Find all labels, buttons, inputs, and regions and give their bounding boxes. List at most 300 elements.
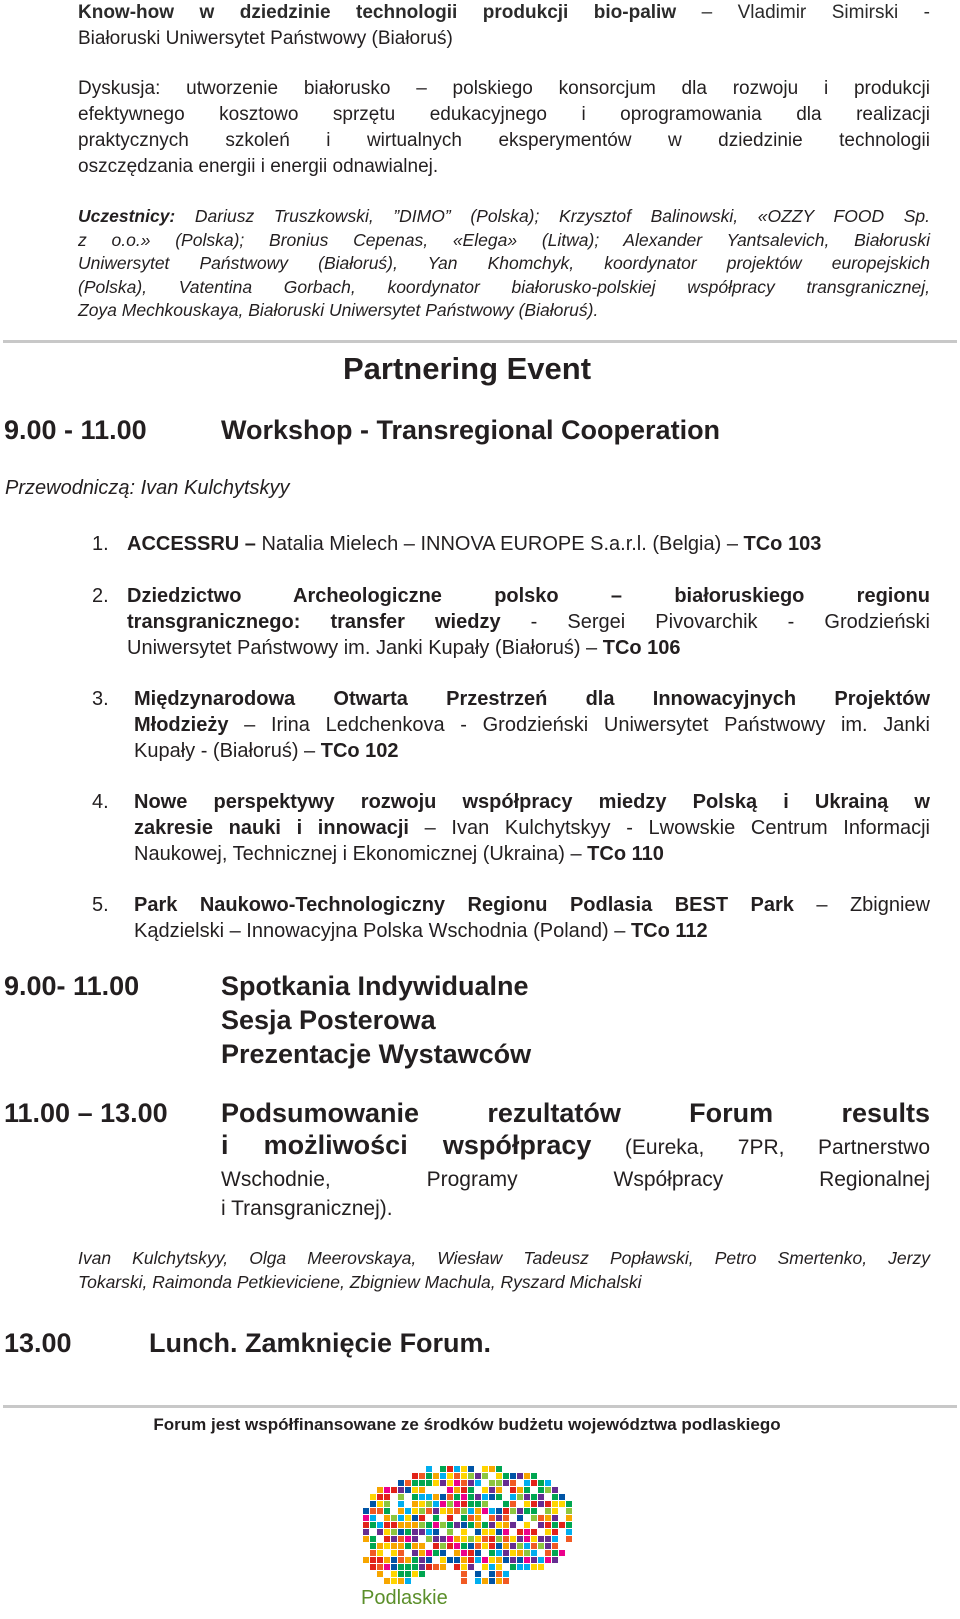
logo-tile — [370, 1536, 376, 1542]
logo-tile — [461, 1473, 467, 1479]
logo-tile — [412, 1557, 418, 1563]
logo-tile — [538, 1536, 544, 1542]
chair-line: Przewodniczą: Ivan Kulchytskyy — [5, 477, 290, 499]
logo-tile — [440, 1480, 446, 1486]
logo-tile — [517, 1557, 523, 1563]
logo-tile — [447, 1501, 453, 1507]
logo-tile — [510, 1522, 516, 1528]
logo-tile — [419, 1529, 425, 1535]
logo-tile — [419, 1550, 425, 1556]
logo-tile — [531, 1550, 537, 1556]
logo-tile — [419, 1508, 425, 1514]
logo-tile — [538, 1480, 544, 1486]
logo-tile — [517, 1529, 523, 1535]
summary-rest: (Eureka, 7PR, Partnerstwo — [591, 1136, 930, 1159]
logo-tile — [475, 1480, 481, 1486]
logo-tile — [503, 1550, 509, 1556]
item-bold-text: zakresie nauki i innowacji — [134, 817, 409, 839]
logo-tile — [496, 1522, 502, 1528]
item-number: 3. — [92, 688, 109, 710]
item-bold-text: Park Naukowo-Technologiczny Regionu Podlasia BEST Park — [134, 894, 794, 916]
logo-tile — [531, 1494, 537, 1500]
logo-tile — [496, 1473, 502, 1479]
logo-tile — [531, 1473, 537, 1479]
logo-tile — [384, 1557, 390, 1563]
logo-tile — [405, 1536, 411, 1542]
logo-tile — [398, 1578, 404, 1584]
logo-tile — [475, 1536, 481, 1542]
summary-line: Wschodnie, Programy Współpracy Regionalnej — [221, 1168, 930, 1191]
workshop-item — [127, 583, 930, 661]
item-text: – Zbigniew — [793, 894, 930, 916]
discussion-line: oszczędzania energii i energii odnawialnej. — [78, 156, 439, 177]
logo-tile — [405, 1529, 411, 1535]
logo-tile — [545, 1557, 551, 1563]
logo-tile — [503, 1501, 509, 1507]
item-line — [134, 738, 930, 764]
logo-tile — [454, 1480, 460, 1486]
logo-tile — [545, 1529, 551, 1535]
logo-tile — [552, 1522, 558, 1528]
workshop-item — [127, 531, 930, 557]
logo-tile — [454, 1543, 460, 1549]
logo-tile — [517, 1515, 523, 1521]
logo-tile — [517, 1494, 523, 1500]
logo-tile — [377, 1564, 383, 1570]
logo-tile — [419, 1494, 425, 1500]
discussion-line: praktycznych szkoleń i wirtualnych eksperymentów w dziedzinie technologii — [78, 130, 930, 151]
logo-tile — [503, 1571, 509, 1577]
logo-tile — [489, 1480, 495, 1486]
logo-tile — [384, 1529, 390, 1535]
logo-tile — [461, 1529, 467, 1535]
logo-tile — [552, 1515, 558, 1521]
logo-tile — [496, 1578, 502, 1584]
logo-tile — [377, 1508, 383, 1514]
logo-tile — [412, 1550, 418, 1556]
knowhow-line-2: Białoruski Uniwersytet Państwowy (Białoruś) — [78, 28, 453, 49]
logo-tile — [391, 1557, 397, 1563]
logo-tile — [524, 1550, 530, 1556]
logo-tile — [412, 1515, 418, 1521]
logo-tile — [496, 1564, 502, 1570]
logo-tile — [440, 1564, 446, 1570]
logo-tile — [440, 1508, 446, 1514]
logo-tile — [475, 1522, 481, 1528]
participants-line: (Polska), Vatentina Gorbach, koordynator białorusko-polskiej współpracy transgranicznej, — [78, 276, 930, 297]
logo-tile — [398, 1494, 404, 1500]
logo-tile — [405, 1564, 411, 1570]
logo-tile — [559, 1522, 565, 1528]
logo-tile — [468, 1564, 474, 1570]
logo-tile — [419, 1480, 425, 1486]
item-bold-text: Nowe perspektywy rozwoju współpracy miedzy Polską i Ukrainą w — [134, 791, 930, 813]
logo-tile — [433, 1515, 439, 1521]
logo-tile — [398, 1571, 404, 1577]
logo-tile — [398, 1529, 404, 1535]
logo-tile — [461, 1487, 467, 1493]
logo-tile — [496, 1536, 502, 1542]
logo-tile — [412, 1522, 418, 1528]
logo-tile — [447, 1473, 453, 1479]
logo-tile — [461, 1515, 467, 1521]
logo-tile — [405, 1480, 411, 1486]
logo-tile — [461, 1564, 467, 1570]
logo-tile — [426, 1564, 432, 1570]
logo-tile — [503, 1543, 509, 1549]
logo-tile — [489, 1564, 495, 1570]
logo-tile — [496, 1515, 502, 1521]
item-bold-text: TCo 112 — [630, 920, 708, 942]
logo-tile — [559, 1550, 565, 1556]
logo-tile — [524, 1494, 530, 1500]
logo-tile — [412, 1501, 418, 1507]
logo-tile — [433, 1508, 439, 1514]
logo-tile — [440, 1501, 446, 1507]
logo-tile — [454, 1473, 460, 1479]
logo-tile — [363, 1529, 369, 1535]
logo-tile — [405, 1487, 411, 1493]
item-text: Kupały - (Białoruś) – — [134, 740, 321, 762]
logo-tile — [433, 1543, 439, 1549]
logo-tile — [377, 1487, 383, 1493]
participants-line: Uczestnicy: Dariusz Truszkowski, ”DIMO” (Polska); Krzysztof Balinowski, «OZZY FOOD Sp. — [78, 206, 930, 226]
logo-tile — [405, 1508, 411, 1514]
logo-tile — [475, 1501, 481, 1507]
logo-tile — [489, 1550, 495, 1556]
logo-tile — [412, 1536, 418, 1542]
logo-tile — [447, 1515, 453, 1521]
logo-tile — [489, 1487, 495, 1493]
logo-tile — [377, 1543, 383, 1549]
logo-tile — [482, 1557, 488, 1563]
logo-tile — [531, 1536, 537, 1542]
logo-tile — [377, 1501, 383, 1507]
logo-tile — [391, 1578, 397, 1584]
logo-tile — [426, 1480, 432, 1486]
logo-tile — [510, 1480, 516, 1486]
logo-tile — [454, 1501, 460, 1507]
session-time: 9.00- 11.00 — [4, 971, 140, 1001]
logo-tile — [412, 1473, 418, 1479]
logo-tile — [363, 1522, 369, 1528]
logo-tile — [398, 1508, 404, 1514]
workshop-title: Workshop - Transregional Cooperation — [221, 415, 721, 445]
logo-tile — [545, 1522, 551, 1528]
logo-tile — [468, 1487, 474, 1493]
logo-tile — [419, 1487, 425, 1493]
logo-tile — [398, 1564, 404, 1570]
logo-tile — [559, 1494, 565, 1500]
logo-tile — [426, 1557, 432, 1563]
logo-tile — [524, 1564, 530, 1570]
logo-tile — [489, 1522, 495, 1528]
logo-tile — [531, 1501, 537, 1507]
logo-tile — [377, 1522, 383, 1528]
discussion-paragraph — [78, 76, 930, 180]
logo-tile — [426, 1501, 432, 1507]
logo-tile — [384, 1501, 390, 1507]
logo-tile — [503, 1508, 509, 1514]
session-title-line: Sesja Posterowa — [221, 1005, 436, 1035]
logo-tile — [391, 1522, 397, 1528]
logo-tile — [412, 1529, 418, 1535]
logo-tile — [496, 1508, 502, 1514]
item-text: Kądzielski – Innowacyjna Polska Wschodnia (Poland) – — [134, 920, 631, 942]
knowhow-speaker-a: Vladimir Simirski - — [737, 2, 931, 23]
logo-tile — [398, 1543, 404, 1549]
logo-tile — [398, 1522, 404, 1528]
logo-tile — [461, 1578, 467, 1584]
logo-tile — [510, 1473, 516, 1479]
logo-tile — [538, 1564, 544, 1570]
logo-tile — [461, 1508, 467, 1514]
logo-tile — [538, 1487, 544, 1493]
logo-tile — [384, 1508, 390, 1514]
logo-tile — [552, 1543, 558, 1549]
item-line — [134, 918, 930, 944]
participants-paragraph — [78, 205, 930, 323]
logo-tile — [433, 1480, 439, 1486]
logo-tile — [552, 1494, 558, 1500]
podlaskie-logo — [355, 1448, 585, 1614]
item-line — [134, 841, 930, 867]
funding-note: Forum jest współfinansowane ze środków budżetu województwa podlaskiego — [153, 1415, 781, 1434]
logo-tile — [531, 1543, 537, 1549]
logo-tile — [426, 1466, 432, 1472]
partnering-title: Partnering Event — [342, 351, 592, 386]
logo-tile — [370, 1557, 376, 1563]
logo-tile — [468, 1480, 474, 1486]
logo-tile — [447, 1522, 453, 1528]
session-title-line: Prezentacje Wystawców — [221, 1039, 532, 1069]
logo-tile — [468, 1501, 474, 1507]
item-line — [134, 712, 930, 738]
logo-tile — [370, 1515, 376, 1521]
logo-tile — [566, 1501, 572, 1507]
logo-tile — [538, 1557, 544, 1563]
logo-tile — [531, 1529, 537, 1535]
knowhow-title: Know-how w dziedzinie technologii produkcji bio-paliw — [78, 2, 677, 23]
logo-tile — [426, 1522, 432, 1528]
item-line — [134, 789, 930, 815]
logo-tile — [370, 1564, 376, 1570]
logo-tile — [482, 1487, 488, 1493]
logo-tile — [531, 1480, 537, 1486]
logo-tile — [384, 1564, 390, 1570]
item-line — [134, 815, 930, 841]
discussion-line: Dyskusja: utworzenie białorusko – polskiego konsorcjum dla rozwoju i produkcji — [78, 78, 930, 99]
logo-tile — [510, 1508, 516, 1514]
logo-tile — [454, 1522, 460, 1528]
logo-tile — [524, 1529, 530, 1535]
item-line — [134, 892, 930, 918]
item-number: 2. — [92, 585, 109, 607]
logo-tile — [419, 1522, 425, 1528]
logo-tile — [447, 1536, 453, 1542]
logo-text: Podlaskie — [361, 1587, 448, 1609]
logo-tile — [489, 1529, 495, 1535]
logo-tile — [405, 1578, 411, 1584]
logo-tile — [489, 1543, 495, 1549]
participants-line: Zoya Mechkouskaya, Białoruski Uniwersytet Państwowy (Białoruś). — [78, 300, 599, 320]
logo-tile — [545, 1550, 551, 1556]
logo-tile — [559, 1501, 565, 1507]
knowhow-line-1 — [78, 0, 930, 26]
logo-tile — [552, 1508, 558, 1514]
logo-tile — [419, 1571, 425, 1577]
session-title-line: Spotkania Indywidualne — [221, 971, 529, 1001]
logo-tile — [517, 1508, 523, 1514]
logo-tile — [566, 1522, 572, 1528]
logo-tile — [531, 1564, 537, 1570]
logo-tile — [468, 1557, 474, 1563]
item-line — [127, 635, 930, 661]
participants-label: Uczestnicy: — [78, 206, 176, 226]
logo-tile — [454, 1536, 460, 1542]
logo-tile — [503, 1578, 509, 1584]
logo-tile — [496, 1466, 502, 1472]
logo-tile — [447, 1543, 453, 1549]
logo-tile — [405, 1557, 411, 1563]
logo-tile — [475, 1543, 481, 1549]
logo-tile — [482, 1494, 488, 1500]
item-text: Uniwersytet Państwowy im. Janki Kupały (Białoruś) – — [127, 637, 603, 659]
logo-tile — [482, 1564, 488, 1570]
logo-tile — [440, 1494, 446, 1500]
logo-tile — [398, 1487, 404, 1493]
item-number: 4. — [92, 791, 109, 813]
logo-tile — [377, 1529, 383, 1535]
logo-tile — [482, 1501, 488, 1507]
logo-tile — [461, 1571, 467, 1577]
logo-tile — [377, 1557, 383, 1563]
lunch-time: 13.00 — [4, 1328, 72, 1358]
logo-tile — [412, 1480, 418, 1486]
logo-tile — [412, 1564, 418, 1570]
logo-tile — [489, 1508, 495, 1514]
logo-tile — [468, 1494, 474, 1500]
people-line: Ivan Kulchytskyy, Olga Meerovskaya, Wiesław Tadeusz Popławski, Petro Smertenko, Jerzy — [78, 1248, 930, 1268]
logo-tile — [426, 1508, 432, 1514]
logo-tile — [524, 1480, 530, 1486]
logo-tile — [524, 1508, 530, 1514]
logo-tile — [447, 1508, 453, 1514]
logo-tile — [510, 1501, 516, 1507]
logo-tile — [454, 1508, 460, 1514]
logo-tile — [447, 1480, 453, 1486]
session-titles — [221, 969, 531, 1071]
logo-tile — [426, 1536, 432, 1542]
summary-time: 11.00 – 13.00 — [4, 1098, 168, 1128]
logo-tile — [384, 1487, 390, 1493]
knowhow-sep: – — [676, 2, 738, 23]
logo-tile — [531, 1557, 537, 1563]
logo-tile — [545, 1515, 551, 1521]
item-bold-text: ACCESSRU – — [127, 533, 262, 555]
logo-tile — [475, 1515, 481, 1521]
logo-tile — [524, 1522, 530, 1528]
item-bold-text: TCo 106 — [602, 637, 681, 659]
summary-people — [78, 1247, 930, 1294]
divider-top — [3, 340, 957, 343]
logo-tile — [391, 1550, 397, 1556]
logo-tile — [419, 1515, 425, 1521]
logo-tile — [419, 1501, 425, 1507]
item-bold-text: Dziedzictwo Archeologiczne polsko – białoruskiego regionu — [127, 585, 930, 607]
logo-tile — [468, 1543, 474, 1549]
logo-tile — [440, 1550, 446, 1556]
logo-tile — [447, 1466, 453, 1472]
logo-tile — [426, 1529, 432, 1535]
logo-tile — [433, 1564, 439, 1570]
logo-tile — [384, 1515, 390, 1521]
logo-tile — [468, 1515, 474, 1521]
logo-tile — [517, 1473, 523, 1479]
logo-tile — [538, 1501, 544, 1507]
logo-tile — [391, 1487, 397, 1493]
logo-tile — [538, 1515, 544, 1521]
logo-tile — [377, 1494, 383, 1500]
logo-tile — [496, 1480, 502, 1486]
item-bold-text: TCo 103 — [743, 533, 822, 555]
logo-tile — [468, 1522, 474, 1528]
item-line — [127, 609, 930, 635]
logo-tile — [552, 1529, 558, 1535]
logo-tile — [468, 1550, 474, 1556]
logo-tile — [433, 1550, 439, 1556]
logo-tile — [440, 1522, 446, 1528]
logo-tile — [510, 1536, 516, 1542]
logo-tile — [475, 1529, 481, 1535]
logo-tile — [363, 1508, 369, 1514]
logo-tile — [496, 1529, 502, 1535]
logo-tile — [503, 1473, 509, 1479]
item-line — [127, 583, 930, 609]
logo-tile — [454, 1466, 460, 1472]
logo-tile — [531, 1515, 537, 1521]
workshop-item — [134, 789, 930, 867]
logo-tile — [482, 1529, 488, 1535]
logo-tile — [482, 1578, 488, 1584]
logo-tile — [566, 1536, 572, 1542]
logo-tile — [552, 1550, 558, 1556]
logo-tile — [447, 1557, 453, 1563]
logo-tile — [510, 1543, 516, 1549]
logo-tile — [461, 1480, 467, 1486]
logo-tile — [405, 1515, 411, 1521]
logo-tile — [475, 1578, 481, 1584]
logo-tile — [482, 1543, 488, 1549]
logo-tile — [468, 1536, 474, 1542]
logo-tile — [489, 1557, 495, 1563]
logo-tile — [510, 1494, 516, 1500]
logo-tile — [489, 1494, 495, 1500]
logo-tile — [426, 1550, 432, 1556]
logo-tile — [384, 1536, 390, 1542]
logo-tile — [377, 1571, 383, 1577]
logo-tile — [475, 1550, 481, 1556]
logo-tile — [503, 1536, 509, 1542]
logo-tile — [454, 1494, 460, 1500]
logo-tile — [447, 1529, 453, 1535]
people-line: Tokarski, Raimonda Petkieviciene, Zbigniew Machula, Ryszard Michalski — [78, 1271, 642, 1292]
logo-tile — [482, 1473, 488, 1479]
logo-tile — [370, 1494, 376, 1500]
logo-tile — [489, 1515, 495, 1521]
logo-tile — [517, 1536, 523, 1542]
logo-tile — [538, 1522, 544, 1528]
